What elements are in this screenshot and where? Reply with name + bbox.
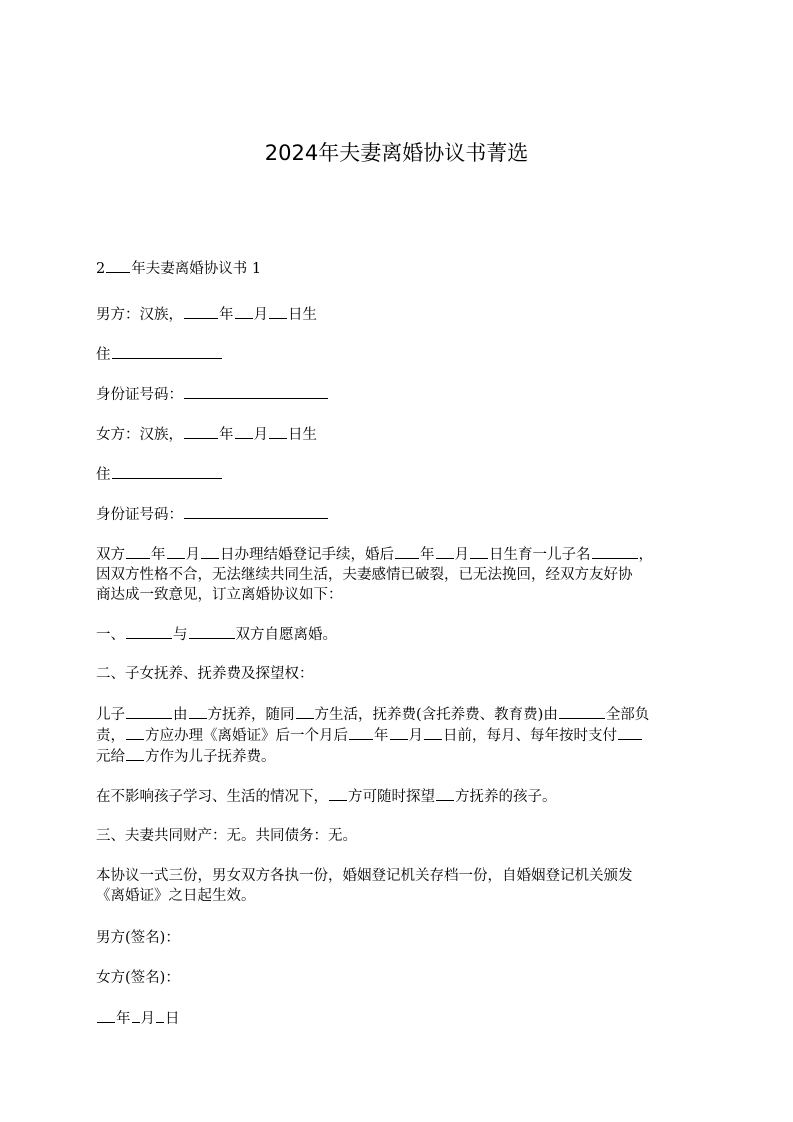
blank-line <box>126 704 172 719</box>
blank-line <box>106 258 130 273</box>
female-id-line <box>96 504 329 525</box>
child-paragraph <box>96 704 649 767</box>
blank-line <box>112 344 222 359</box>
blank-line <box>296 704 314 719</box>
blank-line <box>189 624 235 639</box>
text: 全部负 <box>605 707 650 723</box>
clause-2: 二、子女抚养、抚养费及探望权： <box>96 666 314 682</box>
text: 元给 <box>96 749 125 765</box>
male-id-line <box>96 384 329 405</box>
text-line: 商达成一致意见，订立离婚协议如下： <box>96 587 343 603</box>
label: 月 <box>253 307 268 323</box>
text: 方作为儿子抚养费。 <box>145 749 276 765</box>
clause-1 <box>96 624 337 645</box>
label: 日生 <box>288 307 317 323</box>
blank-line <box>424 725 442 740</box>
text-line: 《离婚证》之日起生效。 <box>96 888 256 904</box>
blank-line <box>390 725 408 740</box>
blank-line <box>97 1008 115 1023</box>
text-line <box>96 725 649 746</box>
text: 方抚养，随同 <box>207 707 295 723</box>
section-heading <box>96 258 261 279</box>
label: 月 <box>253 427 268 443</box>
label: 年 <box>219 427 234 443</box>
blank-line <box>167 544 185 559</box>
blank-line <box>112 464 222 479</box>
label: 住 <box>96 467 111 483</box>
blank-line <box>470 544 488 559</box>
heading-text: 年夫妻离婚协议书 1 <box>131 261 262 277</box>
blank-line <box>126 624 172 639</box>
blank-line <box>126 746 144 761</box>
text-line: 因双方性格不合，无法继续共同生活，夫妻感情已破裂，已无法挽回，经双方友好协 <box>96 567 633 583</box>
text: 年 <box>374 728 389 744</box>
text-line: 本协议一式三份，男女双方各执一份，婚姻登记机关存档一份，自婚姻登记机关颁发 <box>96 868 633 884</box>
text: 月 <box>140 1011 155 1027</box>
blank-line <box>436 786 454 801</box>
blank-line <box>156 1008 164 1023</box>
text: 由 <box>173 707 188 723</box>
text: 在不影响孩子学习、生活的情况下， <box>96 789 328 805</box>
text: 月 <box>185 547 200 563</box>
text: 双方自愿离婚。 <box>235 627 337 643</box>
blank-line <box>132 1008 140 1023</box>
text: 日前，每月、每年按时支付 <box>443 728 617 744</box>
blank-line <box>559 704 605 719</box>
female-info-line <box>96 424 317 445</box>
blank-line <box>184 304 218 319</box>
effect-paragraph <box>96 866 633 906</box>
female-address-line <box>96 464 223 485</box>
blank-line <box>395 544 419 559</box>
label: 女方：汉族， <box>96 427 183 443</box>
text: 与 <box>173 627 188 643</box>
label: 男方：汉族， <box>96 307 183 323</box>
clause-3: 三、夫妻共同财产：无。共同债务：无。 <box>96 828 357 844</box>
text: 儿子 <box>96 707 125 723</box>
blank-line <box>184 504 328 519</box>
male-info-line <box>96 304 317 325</box>
male-signature: 男方(签名)： <box>96 930 180 946</box>
text: 日办理结婚登记手续，婚后 <box>220 547 394 563</box>
blank-line <box>184 424 218 439</box>
blank-line <box>618 725 642 740</box>
label: 身份证号码： <box>96 387 183 403</box>
text: 年 <box>420 547 435 563</box>
sign-date <box>96 1008 180 1029</box>
blank-line <box>235 304 253 319</box>
text: 日 <box>165 1011 180 1027</box>
text-line <box>96 746 649 767</box>
blank-line <box>189 704 207 719</box>
label: 日生 <box>288 427 317 443</box>
heading-prefix: 2 <box>96 261 106 277</box>
text: 责， <box>96 728 125 744</box>
text-line <box>96 704 649 725</box>
female-signature: 女方(签名)： <box>96 970 180 986</box>
visit-paragraph <box>96 786 557 807</box>
text: 方应办理《离婚证》后一个月后 <box>145 728 348 744</box>
text: 年 <box>151 547 166 563</box>
blank-line <box>269 304 287 319</box>
text-line <box>96 544 653 565</box>
text: 日生育一儿子名 <box>489 547 591 563</box>
blank-line <box>235 424 253 439</box>
intro-paragraph <box>96 544 653 605</box>
text: 年 <box>116 1011 131 1027</box>
blank-line <box>201 544 219 559</box>
blank-line <box>269 424 287 439</box>
page-title: 2024年夫妻离婚协议书菁选 <box>264 141 529 165</box>
blank-line <box>329 786 347 801</box>
blank-line <box>184 384 328 399</box>
text: 双方 <box>96 547 125 563</box>
blank-line <box>349 725 373 740</box>
label: 住 <box>96 347 111 363</box>
male-address-line <box>96 344 223 365</box>
text: 方生活，抚养费(含托养费、教育费)由 <box>314 707 558 723</box>
blank-line <box>126 725 144 740</box>
text: 方抚养的孩子。 <box>455 789 557 805</box>
text: 月 <box>408 728 423 744</box>
blank-line <box>126 544 150 559</box>
text: 一、 <box>96 627 125 643</box>
label: 年 <box>219 307 234 323</box>
blank-line <box>436 544 454 559</box>
label: 身份证号码： <box>96 507 183 523</box>
blank-line <box>592 544 638 559</box>
text: 方可随时探望 <box>348 789 435 805</box>
text: ， <box>638 547 653 563</box>
text: 月 <box>454 547 469 563</box>
